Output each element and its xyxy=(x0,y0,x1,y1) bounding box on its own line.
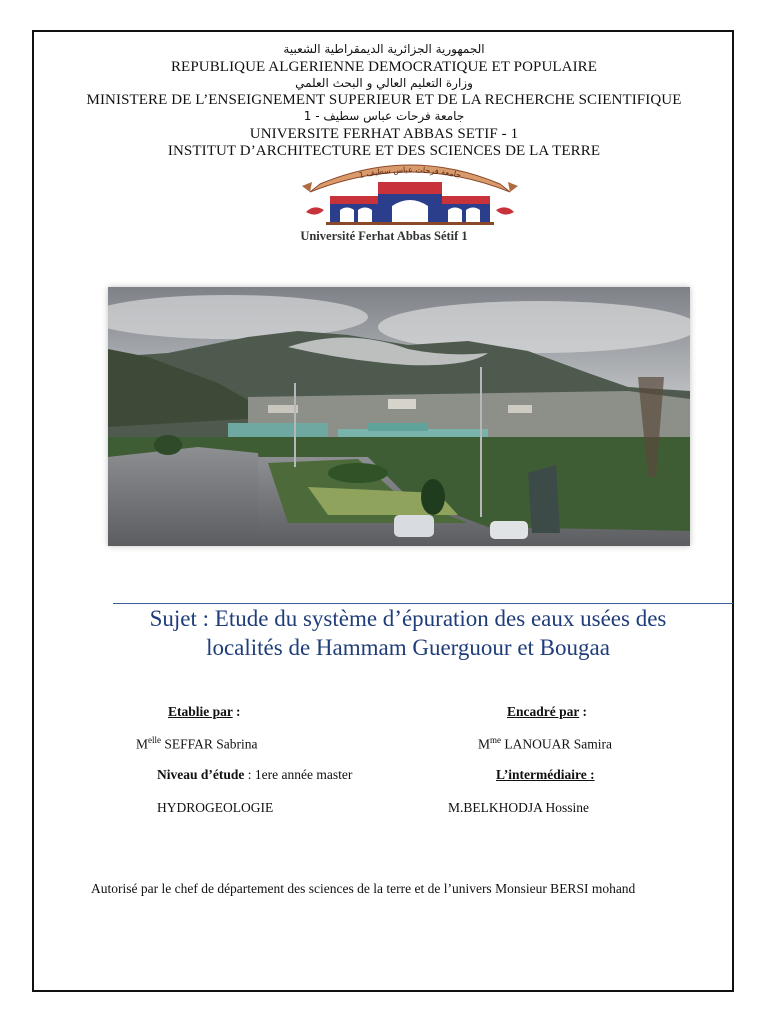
republic-french: REPUBLIQUE ALGERIENNE DEMOCRATIQUE ET POPULAIRE xyxy=(170,59,598,75)
subject-line-1: Sujet : Etude du système d’épuration des eaux usées des xyxy=(149,606,667,631)
supervised-by-colon: : xyxy=(579,704,588,719)
ministry-arabic: وزارة التعليم العالي و البحث العلمي xyxy=(295,76,473,90)
republic-arabic: الجمهورية الجزائرية الديمقراطية الشعبية xyxy=(283,42,485,56)
supervised-by-text: Encadré par xyxy=(507,704,580,719)
supervisor-title-sup: me xyxy=(490,735,502,745)
intermediary-label: L’intermédiaire : xyxy=(496,767,595,782)
established-by-label xyxy=(168,704,241,720)
student-name xyxy=(136,735,258,753)
institute-name: INSTITUT D’ARCHITECTURE ET DES SCIENCES DE LA TERRE xyxy=(167,143,601,159)
established-by-colon: : xyxy=(232,704,241,719)
supervisor-title: M xyxy=(478,736,491,752)
supervised-by-label xyxy=(507,704,587,720)
university-arabic: جامعة فرحات عباس سطيف - 1 xyxy=(303,109,465,123)
logo-caption: Université Ferhat Abbas Sétif 1 xyxy=(300,229,468,243)
authorization-statement: Autorisé par le chef de département des sciences de la terre et de l’univers Monsieur BERSI mohand xyxy=(91,881,636,896)
campus-photo xyxy=(108,287,690,546)
study-level-label: Niveau d’étude xyxy=(157,767,245,782)
study-level-value: : 1ere année master xyxy=(244,767,353,782)
supervisor-fullname: LANOUAR Samira xyxy=(501,736,613,752)
subject-line-2: localités de Hammam Guerguour et Bougaa xyxy=(206,635,610,660)
established-by-text: Etablie par xyxy=(168,704,233,719)
speciality: HYDROGEOLOGIE xyxy=(157,800,274,815)
logo-banner-text: جامعة فرحات عباس سطيف 1 xyxy=(358,165,462,180)
student-fullname: SEFFAR Sabrina xyxy=(161,736,258,752)
subject-title xyxy=(108,604,708,662)
study-level xyxy=(157,767,352,783)
ministry-french: MINISTERE DE L’ENSEIGNEMENT SUPERIEUR ET DE LA RECHERCHE SCIENTIFIQUE xyxy=(86,92,682,108)
intermediary-name: M.BELKHODJA Hossine xyxy=(448,800,590,815)
student-title: M xyxy=(136,736,149,752)
university-french: UNIVERSITE FERHAT ABBAS SETIF - 1 xyxy=(249,126,519,142)
student-title-sup: elle xyxy=(148,735,162,745)
supervisor-name xyxy=(478,735,612,753)
